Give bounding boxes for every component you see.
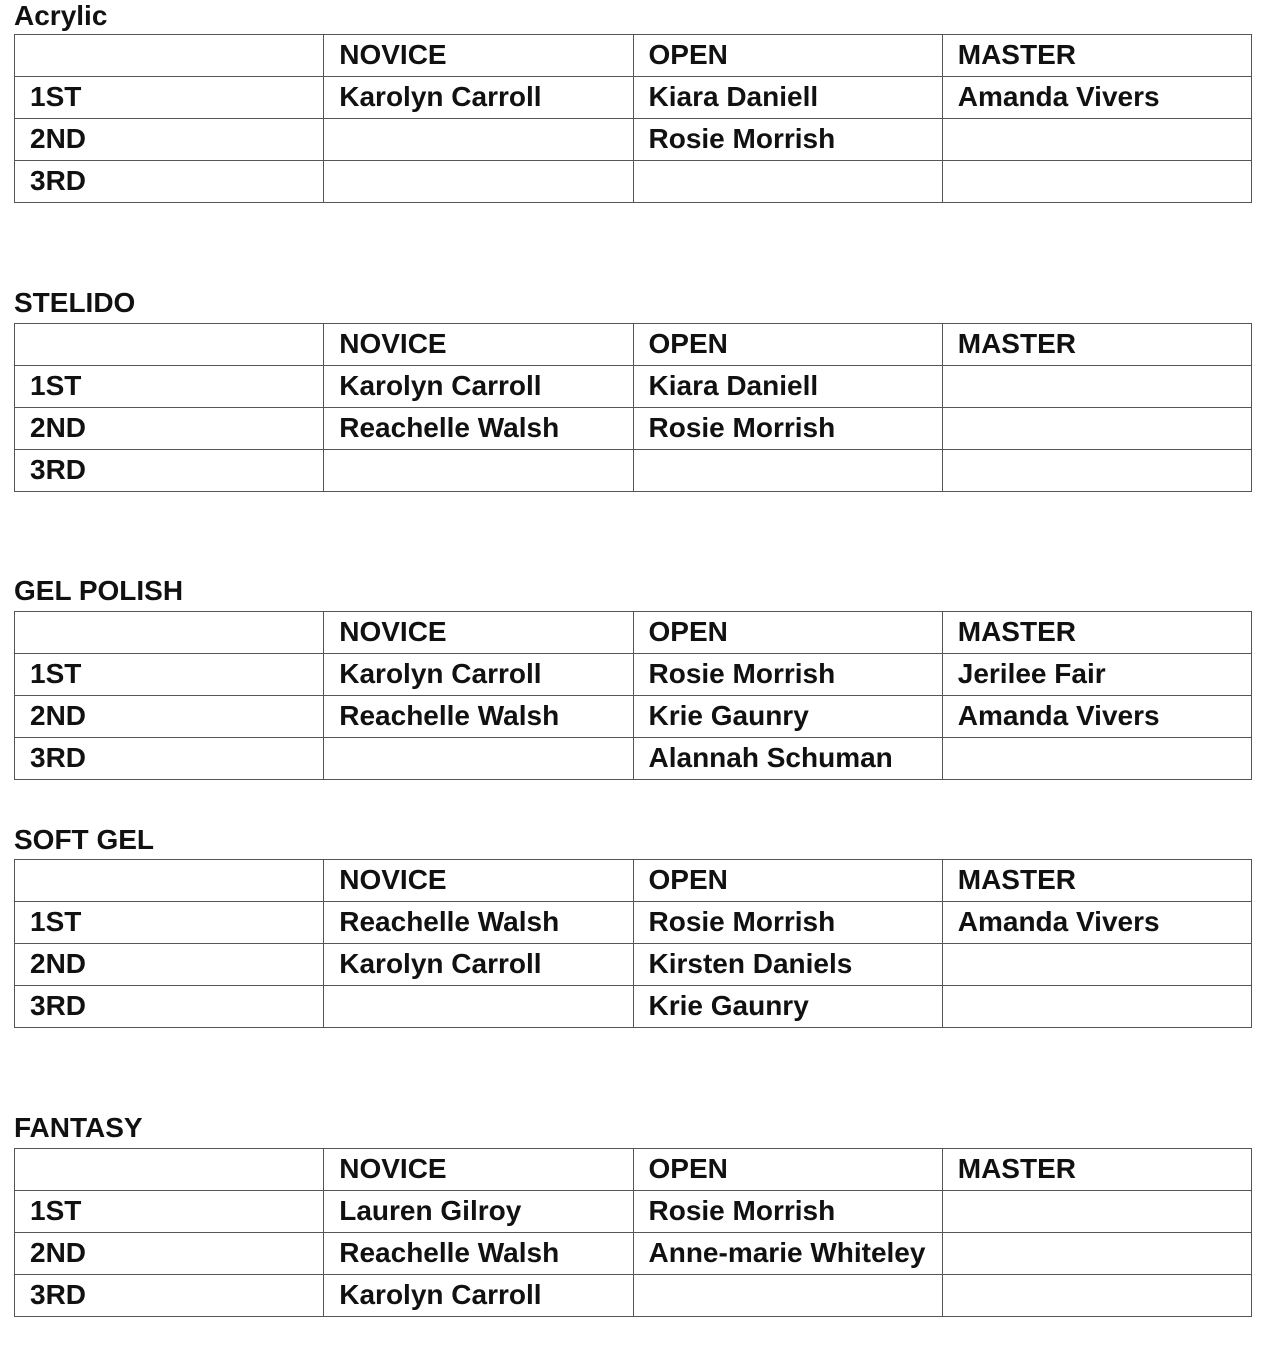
open-cell — [633, 1275, 942, 1317]
open-cell: Krie Gaunry — [633, 696, 942, 738]
table-row-1st — [15, 902, 1252, 944]
header-cell-blank — [15, 612, 324, 654]
open-cell: Rosie Morrish — [633, 119, 942, 161]
section-title-fantasy: FANTASY — [14, 1112, 143, 1143]
master-cell — [942, 161, 1251, 203]
results-table-acrylic — [14, 34, 1252, 203]
master-cell — [942, 366, 1251, 408]
novice-cell — [324, 450, 633, 492]
header-cell-master: MASTER — [942, 1149, 1251, 1191]
open-cell: Rosie Morrish — [633, 902, 942, 944]
master-cell — [942, 738, 1251, 780]
novice-cell — [324, 119, 633, 161]
open-cell: Kiara Daniell — [633, 77, 942, 119]
table-row-1st — [15, 654, 1252, 696]
place-cell: 1ST — [15, 902, 324, 944]
open-cell: Alannah Schuman — [633, 738, 942, 780]
header-cell-novice: NOVICE — [324, 860, 633, 902]
novice-cell: Reachelle Walsh — [324, 696, 633, 738]
master-cell: Amanda Vivers — [942, 696, 1251, 738]
header-cell-novice: NOVICE — [324, 1149, 633, 1191]
place-cell: 3RD — [15, 738, 324, 780]
header-row — [15, 1149, 1252, 1191]
header-cell-master: MASTER — [942, 324, 1251, 366]
master-cell — [942, 1191, 1251, 1233]
place-cell: 2ND — [15, 1233, 324, 1275]
master-cell — [942, 944, 1251, 986]
novice-cell: Karolyn Carroll — [324, 654, 633, 696]
results-table-stelido — [14, 323, 1252, 492]
novice-cell — [324, 738, 633, 780]
table-row-1st — [15, 1191, 1252, 1233]
table-row-3rd — [15, 450, 1252, 492]
place-cell: 3RD — [15, 450, 324, 492]
place-cell: 1ST — [15, 654, 324, 696]
header-cell-blank — [15, 324, 324, 366]
master-cell: Amanda Vivers — [942, 902, 1251, 944]
section-title-soft-gel: SOFT GEL — [14, 824, 154, 855]
open-cell — [633, 450, 942, 492]
novice-cell: Karolyn Carroll — [324, 77, 633, 119]
place-cell: 1ST — [15, 366, 324, 408]
novice-cell — [324, 986, 633, 1028]
header-row — [15, 860, 1252, 902]
open-cell: Rosie Morrish — [633, 654, 942, 696]
table-row-3rd — [15, 986, 1252, 1028]
master-cell — [942, 119, 1251, 161]
header-cell-open: OPEN — [633, 612, 942, 654]
master-cell: Amanda Vivers — [942, 77, 1251, 119]
results-table-fantasy — [14, 1148, 1252, 1317]
table-row-3rd — [15, 1275, 1252, 1317]
header-row — [15, 324, 1252, 366]
table-row-2nd — [15, 944, 1252, 986]
novice-cell: Reachelle Walsh — [324, 1233, 633, 1275]
section-title-stelido: STELIDO — [14, 287, 136, 318]
open-cell: Rosie Morrish — [633, 1191, 942, 1233]
place-cell: 3RD — [15, 1275, 324, 1317]
novice-cell: Karolyn Carroll — [324, 944, 633, 986]
novice-cell: Karolyn Carroll — [324, 366, 633, 408]
place-cell: 2ND — [15, 696, 324, 738]
header-cell-master: MASTER — [942, 860, 1251, 902]
open-cell: Kirsten Daniels — [633, 944, 942, 986]
open-cell: Krie Gaunry — [633, 986, 942, 1028]
place-cell: 3RD — [15, 161, 324, 203]
master-cell — [942, 1275, 1251, 1317]
table-row-2nd — [15, 119, 1252, 161]
header-cell-open: OPEN — [633, 35, 942, 77]
header-cell-open: OPEN — [633, 324, 942, 366]
header-cell-open: OPEN — [633, 1149, 942, 1191]
place-cell: 1ST — [15, 77, 324, 119]
novice-cell: Reachelle Walsh — [324, 902, 633, 944]
header-cell-novice: NOVICE — [324, 35, 633, 77]
header-row — [15, 612, 1252, 654]
place-cell: 2ND — [15, 408, 324, 450]
header-cell-novice: NOVICE — [324, 612, 633, 654]
header-row — [15, 35, 1252, 77]
results-table-soft-gel — [14, 859, 1252, 1028]
master-cell — [942, 1233, 1251, 1275]
header-cell-novice: NOVICE — [324, 324, 633, 366]
table-row-2nd — [15, 408, 1252, 450]
place-cell: 3RD — [15, 986, 324, 1028]
master-cell — [942, 408, 1251, 450]
novice-cell — [324, 161, 633, 203]
header-cell-blank — [15, 35, 324, 77]
open-cell: Anne-marie Whiteley — [633, 1233, 942, 1275]
table-row-3rd — [15, 161, 1252, 203]
header-cell-open: OPEN — [633, 860, 942, 902]
open-cell — [633, 161, 942, 203]
results-table-gel-polish — [14, 611, 1252, 780]
master-cell: Jerilee Fair — [942, 654, 1251, 696]
section-title-gel-polish: GEL POLISH — [14, 575, 184, 606]
place-cell: 2ND — [15, 944, 324, 986]
master-cell — [942, 986, 1251, 1028]
novice-cell: Lauren Gilroy — [324, 1191, 633, 1233]
novice-cell: Reachelle Walsh — [324, 408, 633, 450]
header-cell-master: MASTER — [942, 612, 1251, 654]
table-row-2nd — [15, 1233, 1252, 1275]
novice-cell: Karolyn Carroll — [324, 1275, 633, 1317]
table-row-1st — [15, 366, 1252, 408]
table-row-2nd — [15, 696, 1252, 738]
master-cell — [942, 450, 1251, 492]
table-row-3rd — [15, 738, 1252, 780]
section-title-acrylic: Acrylic — [14, 0, 108, 31]
header-cell-blank — [15, 1149, 324, 1191]
place-cell: 1ST — [15, 1191, 324, 1233]
table-row-1st — [15, 77, 1252, 119]
open-cell: Rosie Morrish — [633, 408, 942, 450]
header-cell-master: MASTER — [942, 35, 1251, 77]
header-cell-blank — [15, 860, 324, 902]
open-cell: Kiara Daniell — [633, 366, 942, 408]
place-cell: 2ND — [15, 119, 324, 161]
